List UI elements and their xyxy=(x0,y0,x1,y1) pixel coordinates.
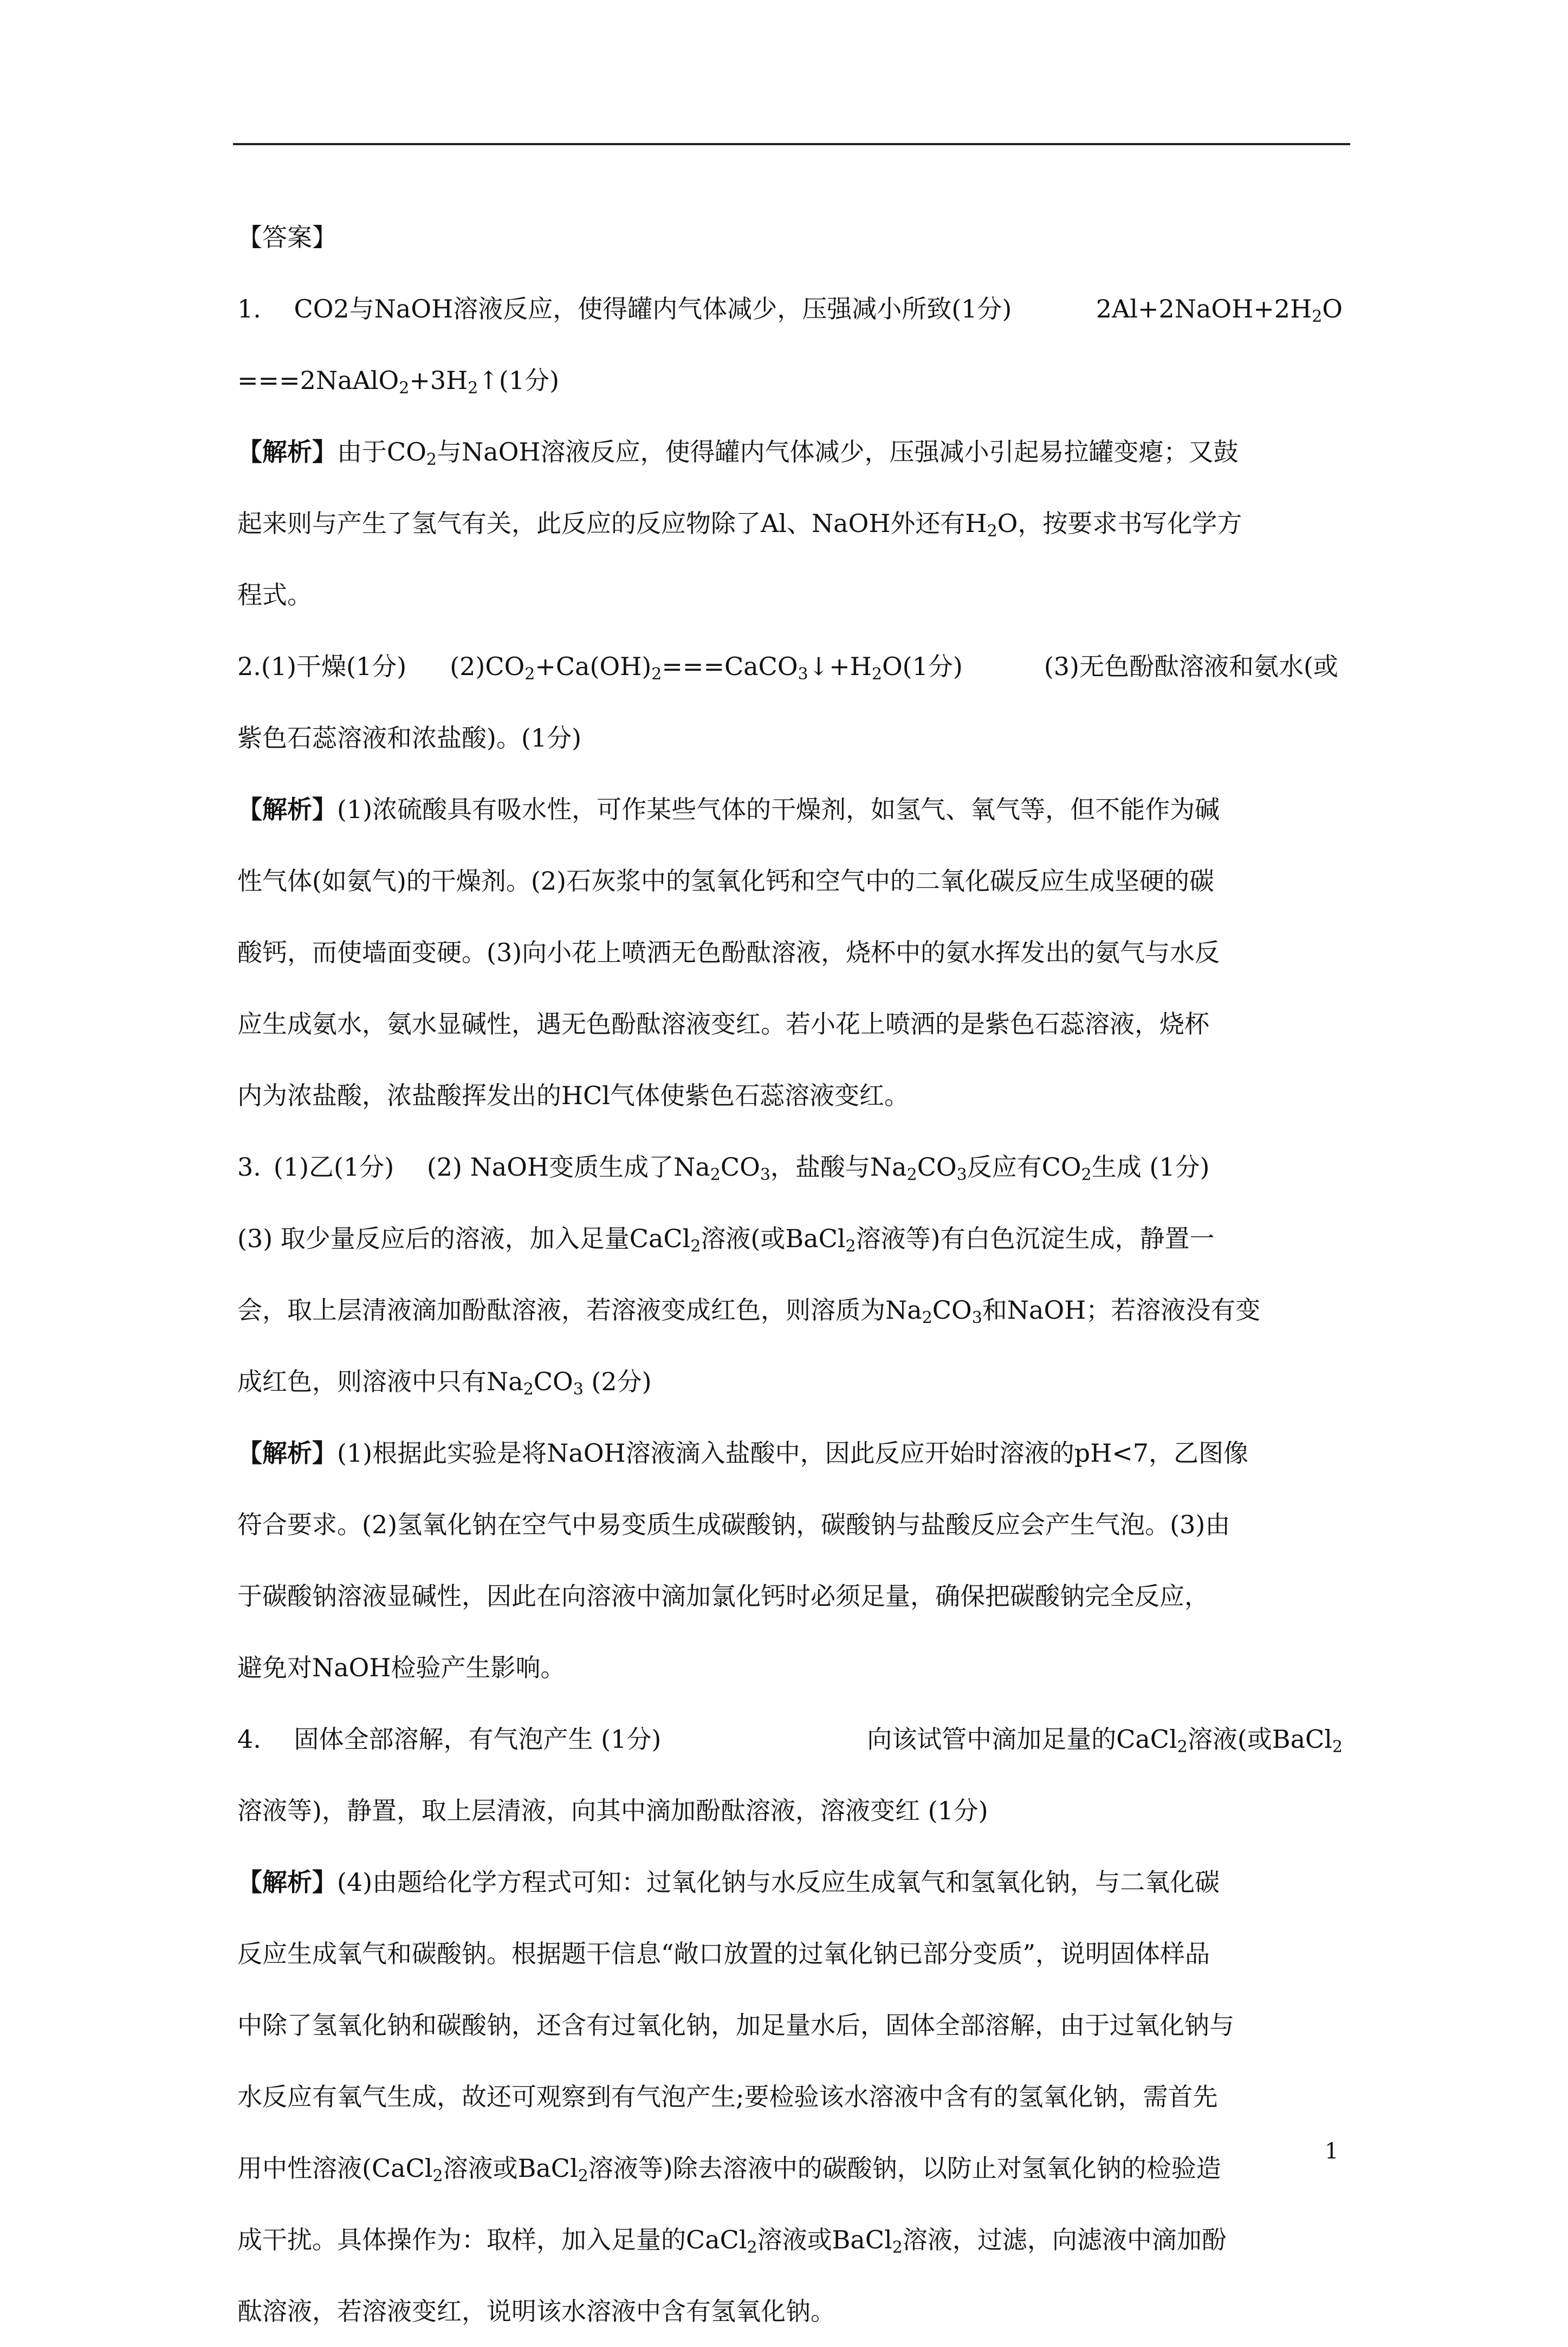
explanation-4-line-6: 成干扰。具体操作为：取样，加入足量的CaCl$_2$溶液或BaCl$_2$溶液，过滤，向滤液中滴加酚 xyxy=(237,2225,1227,2257)
answer-2-line-1: 2.(1)干燥(1分) $(2)CO_2+Ca(OH)_2===CaCO_3↓+H_2O(1$分) (3)无色酚酞溶液和氨水(或 xyxy=(237,652,1338,684)
explanation-2-line-5: 内为浓盐酸，浓盐酸挥发出的HCl气体使紫色石蕊溶液变红。 xyxy=(237,1081,910,1110)
answer-document xyxy=(237,202,1343,2347)
page-number: 1 xyxy=(1325,2139,1339,2164)
explanation-2-line-4: 应生成氨水，氨水显碱性，遇无色酚酞溶液变红。若小花上喷洒的是紫色石蕊溶液，烧杯 xyxy=(237,1009,1209,1039)
explanation-2-line-3: 酸钙，而使墙面变硬。(3)向小花上喷洒无色酚酞溶液，烧杯中的氨水挥发出的氨气与水反 xyxy=(237,938,1220,967)
answer-4-line-2: 溶液等)，静置，取上层清液，向其中滴加酚酞溶液，溶液变红 (1分) xyxy=(237,1796,988,1825)
answer-4-line-1 xyxy=(237,1703,1343,1775)
explanation-label: 【解析】 xyxy=(237,795,337,824)
explanation-2-line-2: 性气体(如氨气)的干燥剂。(2)石灰浆中的氢氧化钙和空气中的二氧化碳反应生成坚硬的碳 xyxy=(237,866,1215,896)
explanation-label: 【解析】 xyxy=(237,1438,337,1468)
explanation-4-line-1: 【解析】(4)由题给化学方程式可知：过氧化钠与水反应生成氧气和氢氧化钠，与二氧化碳 xyxy=(237,1868,1220,1897)
answer-1-line-2: $===2NaAlO_2+3H_2↑(1$分) xyxy=(237,366,560,398)
explanation-4-line-2: 反应生成氧气和碳酸钠。根据题干信息“敞口放置的过氧化钠已部分变质”，说明固体样品 xyxy=(237,1939,1210,1968)
answer-3-line-4: 成红色，则溶液中只有$Na_2CO_3$ (2分) xyxy=(237,1367,652,1399)
answer-1-line-1 xyxy=(237,273,1343,345)
explanation-label: 【解析】 xyxy=(237,437,337,466)
answer-heading: 【答案】 xyxy=(237,223,337,252)
explanation-2-line-1: 【解析】(1)浓硫酸具有吸水性，可作某些气体的干燥剂，如氢气、氧气等，但不能作为碱 xyxy=(237,795,1220,824)
explanation-3-line-3: 于碳酸钠溶液显碱性，因此在向溶液中滴加氯化钙时必须足量，确保把碳酸钠完全反应， xyxy=(237,1581,1209,1611)
answer-1-equation-start: $2Al+2NaOH+2H_2O$ xyxy=(1096,294,1343,326)
explanation-4-line-5: 用中性溶液(CaCl$_2$溶液或BaCl$_2$溶液等)除去溶液中的碳酸钠，以防止对氢氧化钠的检验造 xyxy=(237,2154,1221,2186)
explanation-3-line-4: 避免对NaOH检验产生影响。 xyxy=(237,1653,566,1682)
explanation-4-line-7: 酞溶液，若溶液变红，说明该水溶液中含有氢氧化钠。 xyxy=(237,2297,835,2326)
answer-2-line-2: 紫色石蕊溶液和浓盐酸)。(1分) xyxy=(237,723,582,753)
explanation-label: 【解析】 xyxy=(237,1868,337,1897)
explanation-3-line-1: 【解析】(1)根据此实验是将NaOH溶液滴入盐酸中，因此反应开始时溶液的pH<7，乙图像 xyxy=(237,1438,1249,1468)
explanation-4-line-4: 水反应有氧气生成，故还可观察到有气泡产生;要检验该水溶液中含有的氢氧化钠，需首先 xyxy=(237,2082,1218,2111)
answer-3-line-3: 会，取上层清液滴加酚酞溶液，若溶液变成红色，则溶质为$Na_2CO_3$和NaOH；若溶液没有变 xyxy=(237,1295,1261,1327)
explanation-4-line-3: 中除了氢氧化钠和碳酸钠，还含有过氧化钠，加足量水后，固体全部溶解，由于过氧化钠与 xyxy=(237,2011,1234,2040)
explanation-1-line-3: 程式。 xyxy=(237,580,312,610)
answer-3-line-2: (3) 取少量反应后的溶液，加入足量CaCl$_2$溶液(或BaCl$_2$溶液等)有白色沉淀生成，静置一 xyxy=(237,1224,1215,1256)
answer-1-text: 1. CO2与NaOH溶液反应，使得罐内气体减少，压强减小所致(1分) xyxy=(237,294,1012,323)
explanation-1-line-2: 起来则与产生了氢气有关，此反应的反应物除了Al、NaOH外还有$H_2O$，按要求书写化学方 xyxy=(237,509,1242,541)
answer-3-line-1: 3. (1)乙(1分) (2) NaOH变质生成了$Na_2CO_3$，盐酸与$Na_2CO_3$反应有$CO_2$生成 (1分) xyxy=(237,1152,1210,1184)
explanation-3-line-2: 符合要求。(2)氢氧化钠在空气中易变质生成碳酸钠，碳酸钠与盐酸反应会产生气泡。(3)由 xyxy=(237,1510,1230,1539)
answer-4-text: 4. 固体全部溶解，有气泡产生 (1分) xyxy=(237,1724,662,1754)
explanation-1-line-1: 【解析】由于$CO_2$与NaOH溶液反应，使得罐内气体减少，压强减小引起易拉罐变瘪；又鼓 xyxy=(237,437,1239,469)
answer-4-method: 向该试管中滴加足量的CaCl$_2$溶液(或BaCl$_2$ xyxy=(867,1724,1343,1756)
header-rule xyxy=(233,143,1350,145)
